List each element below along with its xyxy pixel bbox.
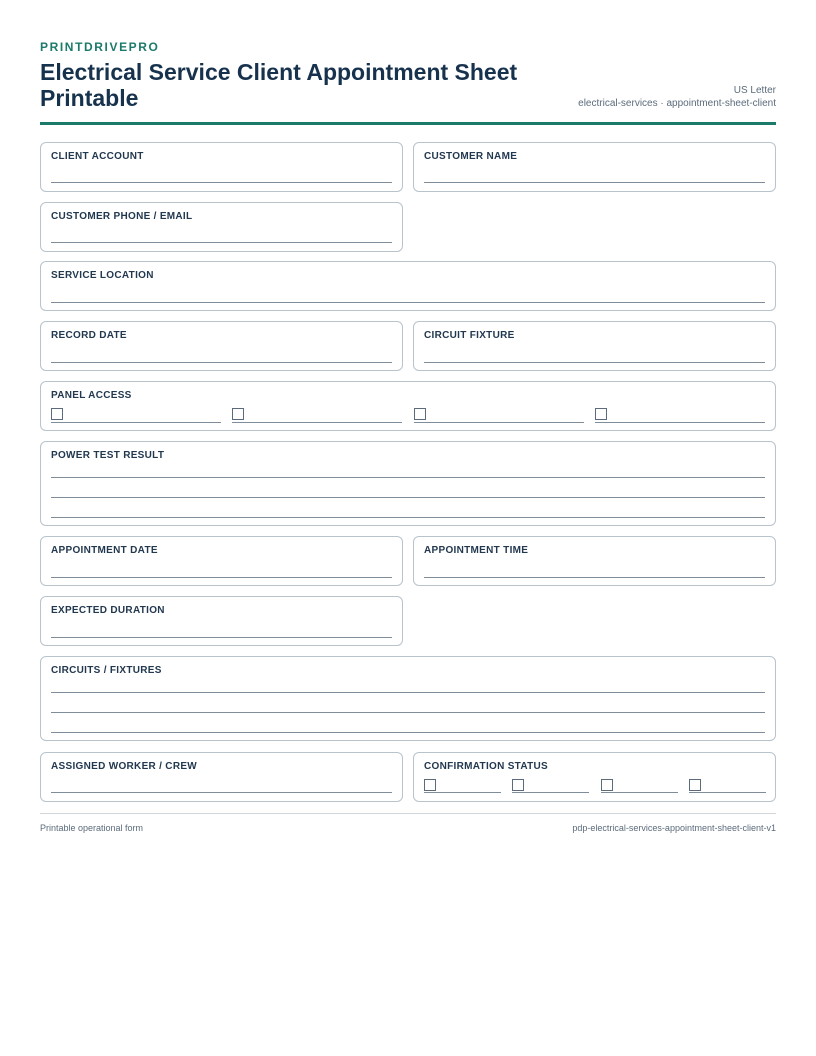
circuit-fixture-label: CIRCUIT FIXTURE [424,330,515,341]
confirmation-status-option-line-4[interactable] [689,792,766,793]
confirmation-status-option-line-1[interactable] [424,792,501,793]
client-account-input-line[interactable] [51,182,392,183]
circuit-fixture-input-line[interactable] [424,362,765,363]
client-account-field [40,142,403,192]
power-test-result-line-3[interactable] [51,517,765,518]
circuits-fixtures-line-3[interactable] [51,732,765,733]
appointment-time-field [413,536,776,586]
panel-access-checkbox-3[interactable] [414,408,426,420]
panel-access-option-line-2[interactable] [232,422,402,423]
appointment-date-label: APPOINTMENT DATE [51,545,158,556]
customer-contact-field [40,202,403,252]
page-title: Electrical Service Client Appointment Sheet Printable [40,59,518,111]
panel-access-label: PANEL ACCESS [51,390,132,401]
confirmation-status-option-line-2[interactable] [512,792,589,793]
customer-name-field [413,142,776,192]
confirmation-status-label: CONFIRMATION STATUS [424,761,549,772]
header-meta [578,84,776,110]
assigned-worker-field [40,752,403,802]
panel-access-checkbox-1[interactable] [51,408,63,420]
customer-contact-input-line[interactable] [51,242,392,243]
appointment-time-label: APPOINTMENT TIME [424,545,529,556]
customer-name-label: CUSTOMER NAME [424,151,518,162]
panel-access-option-line-4[interactable] [595,422,765,423]
appointment-time-input-line[interactable] [424,577,765,578]
confirmation-status-field [413,752,776,802]
assigned-worker-input-line[interactable] [51,792,392,793]
circuits-fixtures-line-2[interactable] [51,712,765,713]
confirmation-status-checkbox-3[interactable] [601,779,613,791]
record-date-field [40,321,403,371]
category-path: electrical-services · appointment-sheet-client [578,98,776,109]
footer-divider [40,813,776,814]
appointment-date-field [40,536,403,586]
record-date-label: RECORD DATE [51,330,127,341]
expected-duration-label: EXPECTED DURATION [51,605,165,616]
header-divider [40,122,776,125]
client-account-label: CLIENT ACCOUNT [51,151,144,162]
footer-form-id: pdp-electrical-services-appointment-sheet-client-v1 [572,823,776,833]
form-page [40,0,776,1056]
footer-form-type: Printable operational form [40,823,144,833]
power-test-result-line-2[interactable] [51,497,765,498]
circuits-fixtures-line-1[interactable] [51,692,765,693]
service-location-label: SERVICE LOCATION [51,270,154,281]
power-test-result-label: POWER TEST RESULT [51,450,165,461]
appointment-date-input-line[interactable] [51,577,392,578]
expected-duration-input-line[interactable] [51,637,392,638]
assigned-worker-label: ASSIGNED WORKER / CREW [51,761,198,772]
confirmation-status-checkbox-4[interactable] [689,779,701,791]
panel-access-checkbox-2[interactable] [232,408,244,420]
circuits-fixtures-field [40,656,776,741]
confirmation-status-checkbox-1[interactable] [424,779,436,791]
customer-contact-label: CUSTOMER PHONE / EMAIL [51,211,193,222]
panel-access-checkbox-4[interactable] [595,408,607,420]
confirmation-status-checkbox-2[interactable] [512,779,524,791]
confirmation-status-option-line-3[interactable] [601,792,678,793]
customer-name-input-line[interactable] [424,182,765,183]
panel-access-field [40,381,776,431]
panel-access-option-line-1[interactable] [51,422,221,423]
expected-duration-field [40,596,403,646]
record-date-input-line[interactable] [51,362,392,363]
service-location-field [40,261,776,311]
power-test-result-field [40,441,776,526]
panel-access-option-line-3[interactable] [414,422,584,423]
power-test-result-line-1[interactable] [51,477,765,478]
brand-logo-text: PRINTDRIVEPRO [40,40,160,54]
circuits-fixtures-label: CIRCUITS / FIXTURES [51,665,162,676]
circuit-fixture-field [413,321,776,371]
paper-size: US Letter [733,85,776,96]
service-location-input-line[interactable] [51,302,765,303]
